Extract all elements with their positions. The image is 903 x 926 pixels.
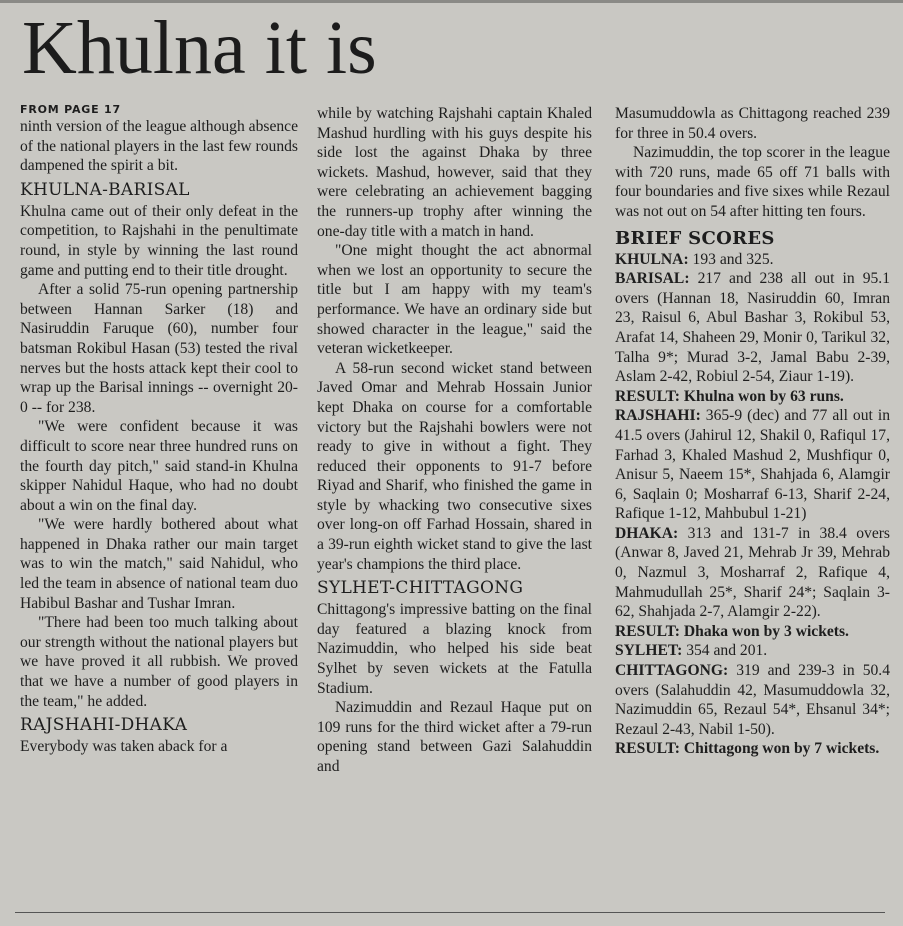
- score-line-chittagong: CHITTAGONG: 319 and 239-3 in 50.4 overs (Salahuddin 42, Masumuddowla 32, Nazimuddin 65, Rezaul 54*, Ehsanul 34*; Rezaul 2-43, Nabil 1-50).: [615, 662, 890, 738]
- score-line-sylhet: SYLHET: 354 and 201.: [615, 642, 768, 660]
- brief-scores-list: [615, 250, 890, 759]
- result-line: RESULT: Chittagong won by 7 wickets.: [615, 740, 880, 758]
- result-line: RESULT: Khulna won by 63 runs.: [615, 387, 844, 405]
- paragraph: "We were confident because it was difficult to score near three hundred runs on the fourth day pitch," said stand-in Khulna skipper Nahidul Haque, who had no doubt about a win on the final day.: [20, 418, 298, 514]
- brief-scores-heading: BRIEF SCORES: [615, 227, 775, 249]
- paragraph: Khulna came out of their only defeat in the competition, to Rajshahi in the penultimate round, in style by winning the last round game and putting end to their title drought.: [20, 202, 298, 279]
- paragraph: "One might thought the act abnormal when we lost an opportunity to secure the title but I am happy with my team's performance. We have an ordinary side but showed character in the league," said the veteran wicketkeeper.: [317, 242, 592, 358]
- column-2: [317, 104, 592, 777]
- bottom-rule: [15, 912, 885, 913]
- section-heading-rajshahi-dhaka: RAJSHAHI-DHAKA: [20, 715, 188, 736]
- paragraph: A 58-run second wicket stand between Javed Omar and Mehrab Hossain Junior kept Dhaka on course for a comfortable victory but the Rajshahi bowlers were not ready to give in without a fight. They reduced their opponents to 91-7 before Riyad and Sharif, who finished the game in style by whacking two consecutive sixes over long-on off Farhad Hossain, shared in a 39-run eighth wicket stand to give the last year's champions the third place.: [317, 359, 592, 573]
- score-line-dhaka: DHAKA: 313 and 131-7 in 38.4 overs (Anwar 8, Javed 21, Mehrab Jr 39, Mehrab 0, Nazmul 3, Mosharraf 2, Rafique 4, Mahmudullah 25*, Sharif 24*; Saqlain 3-62, Shahjada 2-7, Alamgir 2-22).: [615, 524, 890, 621]
- paragraph: Everybody was taken aback for a: [20, 738, 228, 756]
- paragraph: After a solid 75-run opening partnership between Hannan Sarker (18) and Nasiruddin Faruque (60), number four batsman Rokibul Hasan (53) tested the rival nerves but the hosts attack kept their cool to wrap up the Barisal innings -- overnight 20-0 -- for 238.: [20, 281, 298, 416]
- paragraph: "There had been too much talking about our strength without the national players but we have proved it all rubbish. We proved that we have a number of good players in the team," he added.: [20, 614, 298, 710]
- paragraph: Nazimuddin and Rezaul Haque put on 109 runs for the third wicket after a 79-run opening stand between Gazi Salahuddin and: [317, 699, 592, 775]
- paragraph: "We were hardly bothered about what happened in Dhaka rather our main target was to win the match," said Nahidul, who led the team in absence of national team duo Habibul Bashar and Tushar Imran.: [20, 516, 298, 612]
- score-line-khulna: KHULNA: 193 and 325.: [615, 250, 774, 268]
- headline: Khulna it is: [22, 6, 377, 90]
- column-3: [615, 104, 890, 759]
- column-1: [20, 103, 298, 757]
- intro-paragraph: ninth version of the league although absence of the national players in the last few rounds dampened the spirit a bit.: [20, 118, 298, 175]
- score-line-rajshahi: RAJSHAHI: 365-9 (dec) and 77 all out in 41.5 overs (Jahirul 12, Shakil 0, Rafiqul 17, Farhad 3, Khaled Mashud 2, Mushfiqur 0, Anisur 5, Naeem 15*, Shahjada 6, Alamgir 6, Saqlain 0; Mosharraf 6-13, Sharif 2-24, Rafique 1-12, Mahbubul 1-21): [615, 407, 890, 523]
- paragraph: while by watching Rajshahi captain Khaled Mashud hurdling with his guys despite his side lost the against Dhaka by three wickets. Mashud, however, said that they were celebrating an achievement bagging the runners-up trophy after winning the one-day title with a match in hand.: [317, 105, 592, 240]
- score-line-barisal: BARISAL: 217 and 238 all out in 95.1 overs (Hannan 18, Nasiruddin 60, Imran 23, Raisul 6, Abul Bashar 3, Rokibul 53, Arafat 14, Shaheen 29, Monir 0, Tarikul 32, Talha 9*; Murad 3-2, Jamal Babu 2-39, Aslam 2-42, Robiul 2-54, Ziaur 1-19).: [615, 270, 890, 386]
- paragraph: Masumuddowla as Chittagong reached 239 for three in 50.4 overs.: [615, 105, 890, 142]
- result-line: RESULT: Dhaka won by 3 wickets.: [615, 622, 849, 640]
- paragraph: Chittagong's impressive batting on the final day featured a blazing knock from Nazimuddin, who helped his side beat Sylhet by seven wickets at the Fatulla Stadium.: [317, 601, 592, 697]
- section-heading-khulna-barisal: KHULNA-BARISAL: [20, 179, 190, 200]
- top-rule: [0, 0, 903, 3]
- from-page-label: FROM PAGE 17: [20, 103, 121, 116]
- section-heading-sylhet-chittagong: SYLHET-CHITTAGONG: [317, 578, 524, 599]
- paragraph: Nazimuddin, the top scorer in the league with 720 runs, made 65 off 71 balls with four boundaries and five sixes while Rezaul was not out on 54 after hitting ten fours.: [615, 144, 890, 220]
